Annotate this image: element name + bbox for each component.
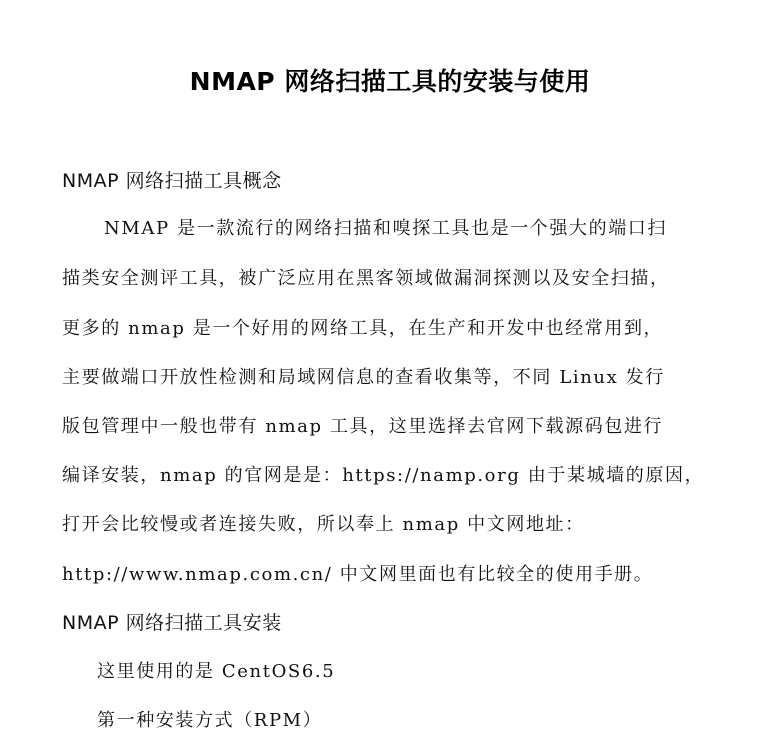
paragraph-line: 版包管理中一般也带有 nmap 工具，这里选择去官网下载源码包进行: [62, 416, 664, 437]
paragraph-line: 编译安装，nmap 的官网是是：https://namp.org 由于某城墙的原因，: [62, 465, 705, 486]
paragraph-line: 更多的 nmap 是一个好用的网络工具，在生产和开发中也经常用到，: [62, 318, 664, 339]
paragraph-line: 打开会比较慢或者连接失败，所以奉上 nmap 中文网地址：: [62, 514, 585, 535]
paragraph-line: http://www.nmap.com.cn/ 中文网里面也有比较全的使用手册。: [62, 564, 654, 585]
section-heading-install: NMAP 网络扫描工具安装: [62, 612, 282, 634]
paragraph-line: 主要做端口开放性检测和局域网信息的查看收集等，不同 Linux 发行: [62, 367, 665, 388]
install-line-method: 第一种安装方式（RPM）: [97, 710, 323, 731]
paragraph-line: NMAP 是一款流行的网络扫描和嗅探工具也是一个强大的端口扫: [104, 218, 668, 239]
install-line-os: 这里使用的是 CentOS6.5: [97, 661, 336, 682]
section-heading-concept: NMAP 网络扫描工具概念: [62, 170, 282, 192]
page-title: NMAP 网络扫描工具的安装与使用: [189, 67, 591, 96]
paragraph-line: 描类安全测评工具，被广泛应用在黑客领域做漏洞探测以及安全扫描，: [62, 268, 670, 289]
